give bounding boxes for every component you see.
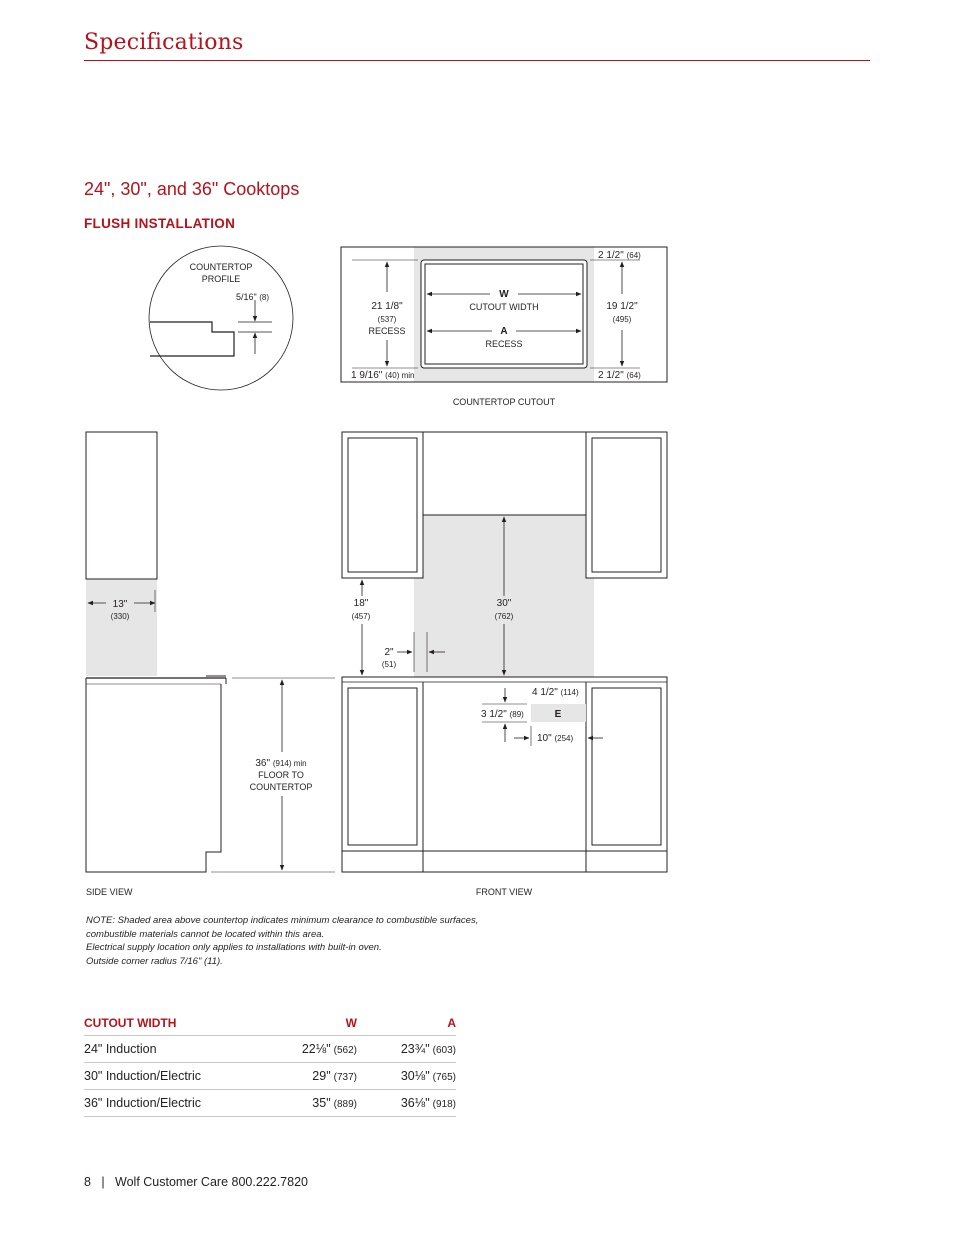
front-e-offset-in: 3 1/2" — [481, 709, 507, 720]
cutout-a-label: RECESS — [485, 339, 523, 349]
row-a — [401, 1042, 456, 1056]
side-height-in: 36" — [255, 758, 271, 769]
cutout-bottom-left-mm: (40) min — [385, 371, 415, 380]
table-header-w: W — [345, 1016, 357, 1030]
row-label: 24" Induction — [84, 1042, 157, 1056]
row-w-in: 22⅛" — [301, 1042, 331, 1056]
side-depth-mm: (330) — [110, 612, 130, 621]
svg-text:2 1/2" (64) — [598, 370, 641, 381]
cutout-a-letter: A — [500, 326, 508, 337]
cutout-caption: COUNTERTOP CUTOUT — [452, 397, 556, 407]
front-e-side-in: 10" — [537, 733, 552, 744]
note-line-2: combustible materials cannot be located within this area. — [86, 928, 325, 940]
row-label: 30" Induction/Electric — [84, 1069, 201, 1083]
table-row — [84, 1090, 456, 1117]
row-a-in: 23¾" — [400, 1042, 430, 1056]
front-e-height-in: 4 1/2" — [532, 687, 558, 698]
side-height-label-1: FLOOR TO — [258, 770, 304, 780]
row-w-in: 35" — [312, 1096, 331, 1110]
section-subtitle: FLUSH INSTALLATION — [84, 216, 236, 231]
cutout-left-mm: (537) — [377, 315, 397, 324]
side-height-label-2: COUNTERTOP — [249, 782, 313, 792]
front-top-clear-in: 30" — [496, 598, 512, 609]
svg-text:1 9/16" (40) min — [351, 370, 414, 381]
row-a-mm: (603) — [432, 1045, 456, 1056]
row-a-mm: (765) — [432, 1072, 456, 1083]
row-label: 36" Induction/Electric — [84, 1096, 201, 1110]
svg-text:2 1/2" (64) — [598, 250, 641, 261]
side-height-mm: (914) min — [272, 759, 307, 768]
table-header-cutout-width: CUTOUT WIDTH — [84, 1016, 177, 1030]
cutout-width-table — [84, 1012, 456, 1117]
row-a-in: 30⅛" — [400, 1069, 430, 1083]
front-e-height-mm: (114) — [560, 688, 579, 697]
svg-text:36" (914) min — [255, 758, 306, 769]
clearance-note — [86, 914, 478, 968]
table-header-a: A — [447, 1016, 456, 1030]
cutout-left-in: 21 1/8" — [371, 301, 403, 312]
row-w-in: 29" — [312, 1069, 331, 1083]
front-e-letter: E — [554, 709, 562, 720]
row-w — [312, 1096, 357, 1110]
front-view — [342, 432, 667, 897]
note-line-4: Outside corner radius 7/16" (11). — [86, 955, 223, 967]
front-e-offset-mm: (89) — [509, 710, 524, 719]
side-view-caption: SIDE VIEW — [86, 887, 133, 897]
front-e-side-mm: (254) — [554, 734, 574, 743]
table-row — [84, 1036, 456, 1063]
side-depth-in: 13" — [112, 599, 128, 610]
row-a — [401, 1069, 456, 1083]
countertop-cutout-plan — [341, 247, 667, 407]
svg-text:10" (254) — [537, 733, 573, 744]
front-gap-in: 2" — [384, 647, 394, 658]
row-w — [302, 1042, 357, 1056]
row-w-mm: (737) — [333, 1072, 357, 1083]
row-w-mm: (562) — [333, 1045, 357, 1056]
row-a-in: 36⅛" — [400, 1096, 430, 1110]
note-line-1: NOTE: Shaded area above countertop indicates minimum clearance to combustible surfaces, — [86, 915, 479, 926]
cutout-top-right-mm: (64) — [626, 251, 641, 260]
table-header-row — [84, 1012, 456, 1036]
cutout-w-label: CUTOUT WIDTH — [469, 302, 539, 312]
note-line-3: Electrical supply location only applies to installations with built-in oven. — [86, 942, 382, 953]
front-view-caption: FRONT VIEW — [475, 887, 533, 897]
cutout-bottom-right-mm: (64) — [626, 371, 641, 380]
front-side-clear-in: 18" — [353, 598, 369, 609]
cutout-left-label: RECESS — [368, 326, 406, 336]
profile-label-2: PROFILE — [201, 274, 241, 284]
page-footer: 8 | Wolf Customer Care 800.222.7820 — [84, 1175, 308, 1189]
countertop-profile-detail — [149, 246, 293, 390]
cutout-right-in: 19 1/2" — [606, 301, 638, 312]
row-a-mm: (918) — [432, 1099, 456, 1110]
svg-text:5/16" (8) — [236, 292, 269, 302]
page-title: Specifications — [84, 30, 244, 55]
profile-dim-mm: (8) — [259, 293, 270, 302]
side-view — [86, 432, 335, 897]
profile-label-1: COUNTERTOP — [189, 262, 253, 272]
cutout-bottom-left-in: 1 9/16" — [351, 370, 383, 381]
front-side-clear-mm: (457) — [351, 612, 371, 621]
row-a — [401, 1096, 456, 1110]
cutout-bottom-right-in: 2 1/2" — [598, 370, 624, 381]
section-title: 24", 30", and 36" Cooktops — [84, 179, 300, 199]
row-w — [312, 1069, 357, 1083]
row-w-mm: (889) — [333, 1099, 357, 1110]
cutout-right-mm: (495) — [612, 315, 632, 324]
cutout-top-right-in: 2 1/2" — [598, 250, 624, 261]
svg-text:3 1/2" (89) — [481, 709, 524, 720]
front-gap-mm: (51) — [381, 660, 397, 669]
front-top-clear-mm: (762) — [494, 612, 514, 621]
table-row — [84, 1063, 456, 1090]
svg-text:4 1/2" (114) — [532, 687, 579, 698]
cutout-w-letter: W — [499, 289, 509, 300]
profile-dim-in: 5/16" — [236, 292, 257, 302]
